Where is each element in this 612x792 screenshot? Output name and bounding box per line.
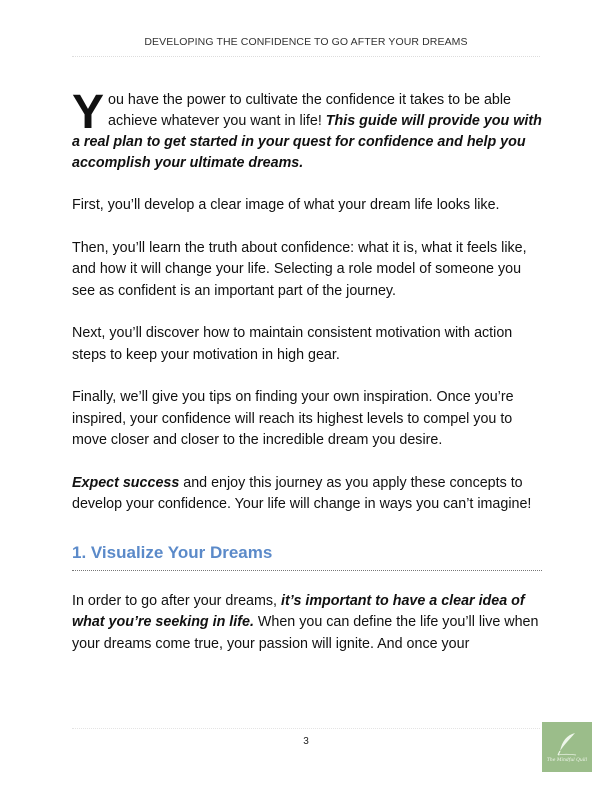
intro-emphasis: This guide will provide you with a real plan to get started in your quest for confidence and help you accomplish your ultimate dreams. bbox=[72, 113, 542, 171]
paragraph-finally: Finally, we’ll give you tips on finding your own inspiration. Once you’re inspired, your confidence will reach its highest levels to compel you to move closer and closer to the incredible dream you desire. bbox=[72, 389, 514, 448]
paragraph-expect-success bbox=[72, 473, 542, 516]
expect-success-emphasis: Expect success bbox=[72, 474, 180, 491]
header-divider bbox=[72, 56, 540, 57]
running-header: DEVELOPING THE CONFIDENCE TO GO AFTER YOUR DREAMS bbox=[144, 36, 468, 48]
page-number: 3 bbox=[303, 736, 309, 747]
section-paragraph bbox=[72, 591, 542, 656]
paragraph-next: Next, you’ll discover how to maintain consistent motivation with action steps to keep your motivation in high gear. bbox=[72, 325, 513, 363]
section-divider bbox=[72, 570, 542, 571]
section-text-start: In order to go after your dreams, bbox=[72, 592, 281, 609]
section-emphasis: it’s important to have a clear idea of what you’re seeking in life. bbox=[72, 592, 525, 630]
page-body bbox=[72, 86, 542, 676]
paragraph-then: Then, you’ll learn the truth about confidence: what it is, what it feels like, and how it will change your life. Selecting a role model of someone you see as confident is an important part of the journey. bbox=[72, 239, 527, 299]
section-heading: 1. Visualize Your Dreams bbox=[72, 542, 273, 562]
section-text-end: When you can define the life you’ll live when your dreams come true, your passion will ignite. And once your bbox=[72, 614, 539, 652]
quill-icon bbox=[555, 731, 579, 757]
paragraph-first: First, you’ll develop a clear image of what your dream life looks like. bbox=[72, 197, 500, 213]
logo-text: The Mindful Quill bbox=[546, 758, 588, 763]
footer-divider bbox=[72, 728, 540, 729]
expect-success-text: and enjoy this journey as you apply these concepts to develop your confidence. Your life will change in ways you can’t imagine! bbox=[72, 474, 532, 512]
intro-text: ou have the power to cultivate the confidence it takes to be able achieve whatever you want in life! bbox=[108, 92, 511, 129]
intro-paragraph bbox=[72, 86, 542, 174]
drop-cap: Y bbox=[72, 86, 105, 139]
publisher-logo bbox=[542, 722, 592, 772]
